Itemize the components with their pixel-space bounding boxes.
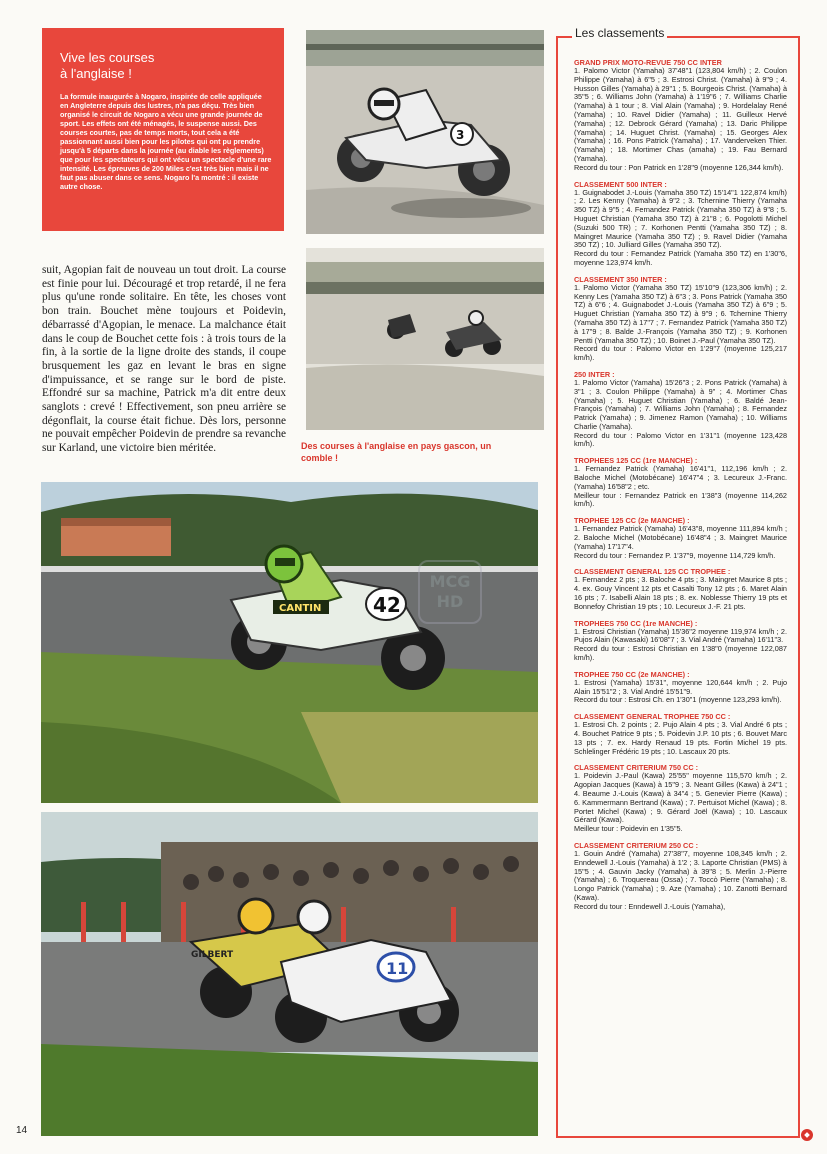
results-section [574, 670, 787, 705]
results-section-heading: TROPHEE 750 CC (2e MANCHE) : [574, 669, 690, 679]
results-section-text: 1. Palomo Victor (Yamaha) 37'48"1 (123,804 km/h) ; 2. Coulon Philippe (Yamaha) à 6"5 ; 3. Estrosi Christ. (Yamaha) à 9"9 ; 4. Husson Gilles (Yamaha) à 29"1 ; 5. Bourgeois Christ. (Yamaha) à 35"5 ; 6. Williams John (Yamaha) à 1'19"6 ; 7. Williams Charlie (Yamaha) à 1 tour ; 8. Vial Alain (Yamaha) ; 9. Hordelalay René (Yamaha) ; 10. Ravel Didier (Yamaha) ; 11. Guilleux Hervé (Yamaha) ; 12. Debrock Gérard (Yamaha) ; 13. Daric Philippe (Yamaha) ; 14. Huguet Christ. (Yamaha) ; 15. Georges Alex (Yamaha) ; 16. Pons Patrick (Yamaha) ; 17. Vanderveken Thier. (Yamaha) ; 18. Mortimer Chas (amaha) ; 19. Fau Bernard (Yamaha). Record du tour : Pon Patrick en 1'28"9 (moyenne 126,344 km/h). [574, 66, 787, 172]
results-panel [556, 36, 800, 1138]
watermark-text: MCG HD [429, 572, 471, 611]
results-title: Les classements [572, 26, 667, 40]
results-section-heading: CLASSEMENT 500 INTER : [574, 179, 667, 189]
results-section-text: 1. Palomo Victor (Yamaha 350 TZ) 15'10"9 (123,306 km/h) ; 2. Kenny Les (Yamaha 350 TZ) à 6"3 ; 3. Pons Patrick (Yamaha 350 TZ) à 6"6 ; 4. Guignabodet J.-Louis (Yamaha 350 TZ) à 6"9 ; 5. Huguet Christian (Yamaha 350 TZ) à 9"9 ; 6. Tchernine Thierry (Yamaha 350 TZ) à 17"7 ; 7. Fernandez Patrick (Yamaha 350 TZ) à 17"9 ; 8. Balde J.-François (Yamaha 350 TZ) ; 9. Korhonen Pentti (Yamaha 350 TZ) ; 10. Boinet J.-Paul (Yamaha 350 TZ). Record du tour : Palomo Victor en 1'29"7 (moyenne 125,217 km/h). [574, 282, 787, 363]
results-section [574, 712, 787, 756]
results-section-heading: 250 INTER : [574, 369, 615, 379]
main-bike-number: 42 [373, 593, 401, 617]
photo-kawasaki-42 [41, 482, 538, 803]
photo-top-rider [306, 30, 544, 234]
bottom-bike-banner: GILBERT [191, 950, 234, 960]
results-section-heading: TROPHEE 125 CC (2e MANCHE) : [574, 516, 690, 526]
results-section [574, 763, 787, 834]
results-section [574, 619, 787, 663]
results-section-text: 1. Fernandez Patrick (Yamaha) 16'43"8, moyenne 111,894 km/h ; 2. Baloche Michel (Motobécane) 16'48"4 ; 3. Maingret Maurice (Yamaha) 17'17"4. Record du tour : Fernandez P. 1'37"9, moyenne 114,729 km/h. [574, 524, 787, 560]
results-section [574, 370, 787, 449]
results-section [574, 275, 787, 363]
results-section [574, 58, 787, 173]
results-section-heading: CLASSEMENT GENERAL 125 CC TROPHEE : [574, 567, 731, 577]
results-section-text: 1. Palomo Victor (Yamaha) 15'26"3 ; 2. Pons Patrick (Yamaha) à 3"1 ; 3. Coulon Philippe (Yamaha) à 9" ; 4. Mortimer Chas (Yamaha) ; 5. Huguet Christian (Yamaha) ; 6. Baldé Jean-François (Yamaha) ; 7. Williams John (Yamaha) ; 8. Fernandez Patrick (Yamaha) ; 9. Jimenez Ramon (Yamaha) ; 10. Williams Charlie (Yamaha). Record du tour : Palomo Victor en 1'31"1 (moyenne 123,428 km/h). [574, 377, 787, 449]
photo-two-riders-crowd [41, 812, 538, 1136]
intro-sidebar [42, 28, 284, 231]
results-section-text: 1. Estrosi (Yamaha) 15'31", moyenne 120,644 km/h ; 2. Pujo Alain 15'51"2 ; 3. Vial André 15'51"9. Record du tour : Estrosi Ch. en 1'30"1 (moyenne 123,293 km/h). [574, 677, 787, 705]
results-section-heading: GRAND PRIX MOTO-REVUE 750 CC INTER [574, 58, 722, 67]
results-section [574, 567, 787, 611]
watermark-logo [418, 560, 482, 624]
results-section-heading: CLASSEMENT 350 INTER : [574, 274, 667, 284]
results-section-heading: TROPHEES 125 CC (1re MANCHE) : [574, 456, 698, 466]
page-number: 14 [16, 1125, 28, 1136]
results-section-heading: CLASSEMENT CRITERIUM 250 CC : [574, 840, 699, 850]
results-section-text: 1. Fernandez Patrick (Yamaha) 16'41"1, 112,196 km/h ; 2. Baloche Michel (Motobécane) 16'47"4 ; 3. Lecureux J.-Franc. (Yamaha) 16'58"2 ; etc. Meilleur tour : Fernandez Patrick en 1'38"3 (moyenne 114,262 km/h). [574, 464, 787, 509]
article-body: suit, Agopian fait de nouveau un tout droit. La course est finie pour lui. Découragé et trop retardé, il ne fera plus qu'une ronde solitaire. En tête, les choses vont bon train. Bouchet mène toujours et Poidevin, débarrassé d'Agopian, le menace. La malchance était dans le coup de Bouchet cette fois : à trois tours de la fin, à la sortie de la ligne droite des stands, il coupe brusquement les gaz en levant le bras en signe d'impuissance, et se range sur le bord de piste. Effondré sur sa machine, Patrick m'a dit entre deux sanglots : crevé ! Effectivement, son pneu arrière se dégonflait, la course était fichue. Dès lors, personne ne pouvait empêcher Poidevin de prendre sa revanche sur Karland, une victoire bien méritée. [42, 264, 286, 455]
photo-two-riders [306, 248, 544, 430]
bottom-bike-number: 11 [386, 959, 409, 978]
results-section-heading: CLASSEMENT CRITERIUM 750 CC : [574, 763, 699, 773]
results-list [574, 58, 787, 912]
results-section-heading: CLASSEMENT GENERAL TROPHEE 750 CC : [574, 712, 731, 722]
results-section-text: 1. Fernandez 2 pts ; 3. Baloche 4 pts ; 3. Maingret Maurice 8 pts ; 4. ex. Gouy Vincent 12 pts et Casalti Tony 12 pts ; 6. Maret Alain 16 pts ; 7. Isabelli Alain 18 pts ; 8. ex. Noblesse Thierry 19 pts et Bonnefoy Christian 19 pts ; 10. Lecureux J.-F. 21 pts. [574, 575, 787, 611]
main-bike-sponsor: CANTIN [279, 603, 322, 614]
sidebar-body: La formule inaugurée à Nogaro, inspirée de celle appliquée en Angleterre depuis des lustres, n'a pas déçu. Très bien organisé le circuit de Nogaro a vécu une grande journée de sport. Les effets ont été ménagés, le suspense aussi. Des courses courtes, pas de temps morts, tout cela a été passionnant aussi bien pour les pilotes qui ont pu prendre jusqu'à 5 départs dans la journée (au diable les règlements) que pour les spectateurs qui ont vécu un spectacle d'une rare intensité. Les épreuves de 200 Miles c'est très bien mais il ne faut pas abuser dans ce sens. Nogaro l'a montré : il existe autre chose. [60, 92, 272, 191]
results-section [574, 841, 787, 912]
results-section-text: 1. Poidevin J.-Paul (Kawa) 25'55" moyenne 115,570 km/h ; 2. Agopian Jacques (Kawa) à 15"9 ; 3. Neant Gilles (Kawa) à 24"1 ; 4. Beaume J.-Louis (Kawa) à 34"4 ; 5. Genevier Pierre (Kawa) ; 6. Kammermann Bertrand (Kawa) ; 7. Pertuisot Michel (Kawa) ; 8. Portet Michel (Kawa) ; 9. Gérard Joël (Kawa) ; 10. Lascaux Gérard (Kawa). Meilleur tour : Poidevin en 1'35"5. [574, 771, 787, 834]
results-section-text: 1. Gouin André (Yamaha) 27'38"7, moyenne 108,345 km/h ; 2. Enndewell J.-Louis (Yamaha) à 1'2 ; 3. Laporte Christian (PMS) à 15"5 ; 4. Gauvin Jacky (Yamaha) à 39"8 ; 5. Merlin J.-Pierre (Yamaha) ; 6. Troquereau (Ossa) ; 7. Toccò Pierre (Yamaha) ; 8. Longo Patrick (Yamaha) ; 9. Aze (Yamaha) ; 10. Zanotti Bernard (Kawa). Record du tour : Enndewell J.-Louis (Yamaha), [574, 848, 787, 911]
sidebar-title: Vive les courses à l'anglaise ! [60, 50, 155, 81]
top-bike-number: 3 [456, 128, 465, 142]
results-section [574, 180, 787, 268]
results-section [574, 456, 787, 509]
results-section-heading: TROPHEES 750 CC (1re MANCHE) : [574, 618, 698, 628]
results-section-text: 1. Estrosi Christian (Yamaha) 15'36"2 moyenne 119,974 km/h ; 2. Pujos Alain (Kawasaki) 16'08"7 ; 3. Vial André (Yamaha) 16'11"3. Record du tour : Estrosi Christian en 1'38"0 (moyenne 122,087 km/h). [574, 626, 787, 663]
photo-caption: Des courses à l'anglaise en pays gascon, un comble ! [301, 441, 492, 463]
results-section-text: 1. Estrosi Ch. 2 points ; 2. Pujo Alain 4 pts ; 3. Vial André 6 pts ; 4. Bouchet Patrice 9 pts ; 5. Poidevin J.P. 10 pts ; 6. Bouvet Marc 13 pts ; 7. ex. Hardy Renaud 19 pts. Fortin Michel 19 pts. Schlelinger Frédéric 19 pts ; 10. Lascaux 20 pts. [574, 720, 787, 756]
results-section-text: 1. Guignabodet J.-Louis (Yamaha 350 TZ) 15'14"1 122,874 km/h) ; 2. Les Kenny (Yamaha) à 9"2 ; 3. Tchernine Thierry (Yamaha 350 TZ) à 9"5 ; 4. Fernandez Patrick (Yamaha 350 TZ) à 9"8 ; 5. Huguet Christian (Yamaha 350 TZ) à 21"8 ; 6. Pogolotti Michel (Suzuki 500 TR) ; 7. Korhonen Pentti (Yamaha 350 TZ) ; 8. Maingret Maurice (Yamaha 350 TZ) ; 9. Ravel Didier (Yamaha 350 TZ) ; 10. Julliard Gilles (Yamaha 350 TZ). Record du tour : Fernandez Patrick (Yamaha 350 TZ) en 1'30"6, moyenne 123,974 km/h. [574, 187, 787, 267]
corner-logo-icon [801, 1129, 813, 1141]
results-section [574, 516, 787, 560]
